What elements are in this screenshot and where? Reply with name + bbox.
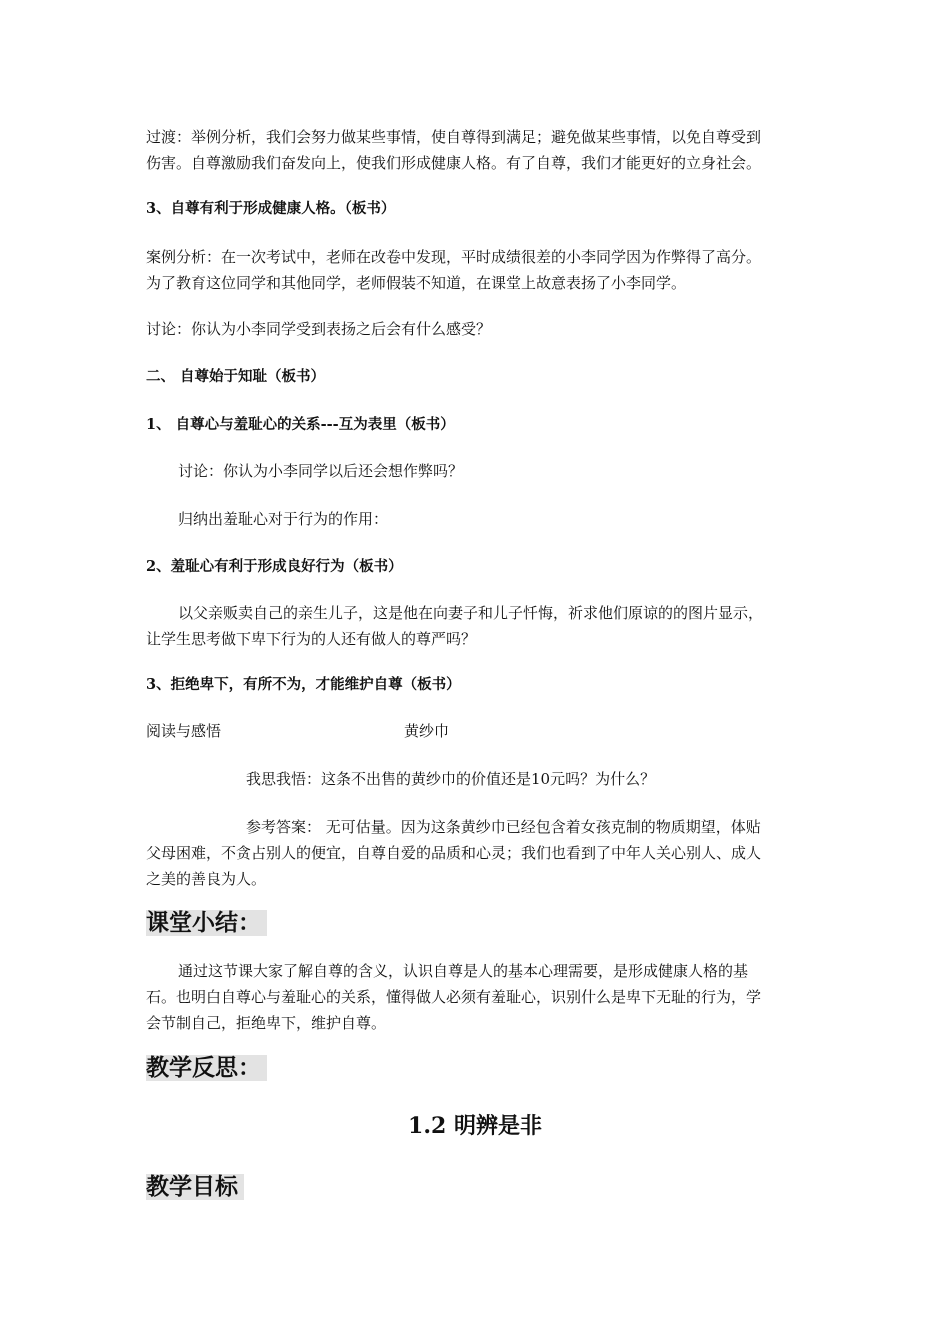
father-paragraph	[146, 600, 816, 652]
summary-heading-text: 课堂小结：	[146, 910, 267, 936]
father-line-1: 以父亲贩卖自己的亲生儿子，这是他在向妻子和儿子忏悔，祈求他们原谅的的图片显示，	[178, 604, 764, 622]
think-question: 我思我悟：这条不出售的黄纱巾的价值还是10元吗？为什么？	[246, 770, 656, 788]
answer-line-1: 参考答案： 无可估量。因为这条黄纱巾已经包含着女孩克制的物质期望，体贴	[246, 818, 761, 836]
answer-line-2: 父母困难，不贪占别人的便宜，自尊自爱的品质和心灵；我们也看到了中年人关心别人、成人	[146, 844, 762, 862]
summary-heading	[146, 908, 267, 938]
heading-point-3: 3、自尊有利于形成健康人格。（板书）	[146, 200, 396, 217]
discussion-1: 讨论：你认为小李同学受到表扬之后会有什么感受？	[146, 320, 492, 338]
reflection-heading	[146, 1053, 267, 1083]
read-label: 阅读与感悟	[146, 722, 222, 740]
heading-point-2-2: 2、羞耻心有利于形成良好行为（板书）	[146, 558, 403, 575]
answer-paragraph	[146, 814, 816, 892]
reflection-heading-text: 教学反思：	[146, 1055, 267, 1081]
transition-paragraph	[146, 124, 816, 176]
answer-line-3: 之美的善良为人。	[146, 870, 267, 888]
summarize-line: 归纳出羞耻心对于行为的作用：	[178, 510, 389, 528]
read-row	[146, 718, 816, 744]
discussion-2: 讨论：你认为小李同学以后还会想作弊吗？	[178, 462, 464, 480]
case-line-2: 为了教育这位同学和其他同学，老师假装不知道，在课堂上故意表扬了小李同学。	[146, 274, 687, 292]
read-title: 黄纱巾	[404, 722, 450, 740]
heading-point-2-1: 1、 自尊心与羞耻心的关系---互为表里（板书）	[146, 416, 455, 433]
transition-line-1: 过渡：举例分析，我们会努力做某些事情，使自尊得到满足；避免做某些事情，以免自尊受到	[146, 128, 762, 146]
summary-paragraph	[146, 958, 816, 1036]
transition-line-2: 伤害。自尊激励我们奋发向上，使我们形成健康人格。有了自尊，我们才能更好的立身社会。	[146, 154, 762, 172]
case-paragraph	[146, 244, 816, 296]
summary-line-1: 通过这节课大家了解自尊的含义，认识自尊是人的基本心理需要，是形成健康人格的基	[178, 962, 749, 980]
heading-point-2-3: 3、拒绝卑下，有所不为，才能维护自尊（板书）	[146, 676, 461, 693]
summary-line-3: 会节制自己，拒绝卑下，维护自尊。	[146, 1014, 387, 1032]
case-line-1: 案例分析：在一次考试中，老师在改卷中发现，平时成绩很差的小李同学因为作弊得了高分。	[146, 248, 762, 266]
heading-section-2: 二、 自尊始于知耻（板书）	[146, 368, 326, 385]
objectives-heading-text: 教学目标	[146, 1174, 244, 1200]
summary-line-2: 石。也明白自尊心与羞耻心的关系，懂得做人必须有羞耻心，识别什么是卑下无耻的行为，学	[146, 988, 762, 1006]
objectives-heading	[146, 1172, 244, 1202]
father-line-2: 让学生思考做下卑下行为的人还有做人的尊严吗？	[146, 630, 477, 648]
lesson-title: 1.2 明辨是非	[408, 1113, 542, 1139]
